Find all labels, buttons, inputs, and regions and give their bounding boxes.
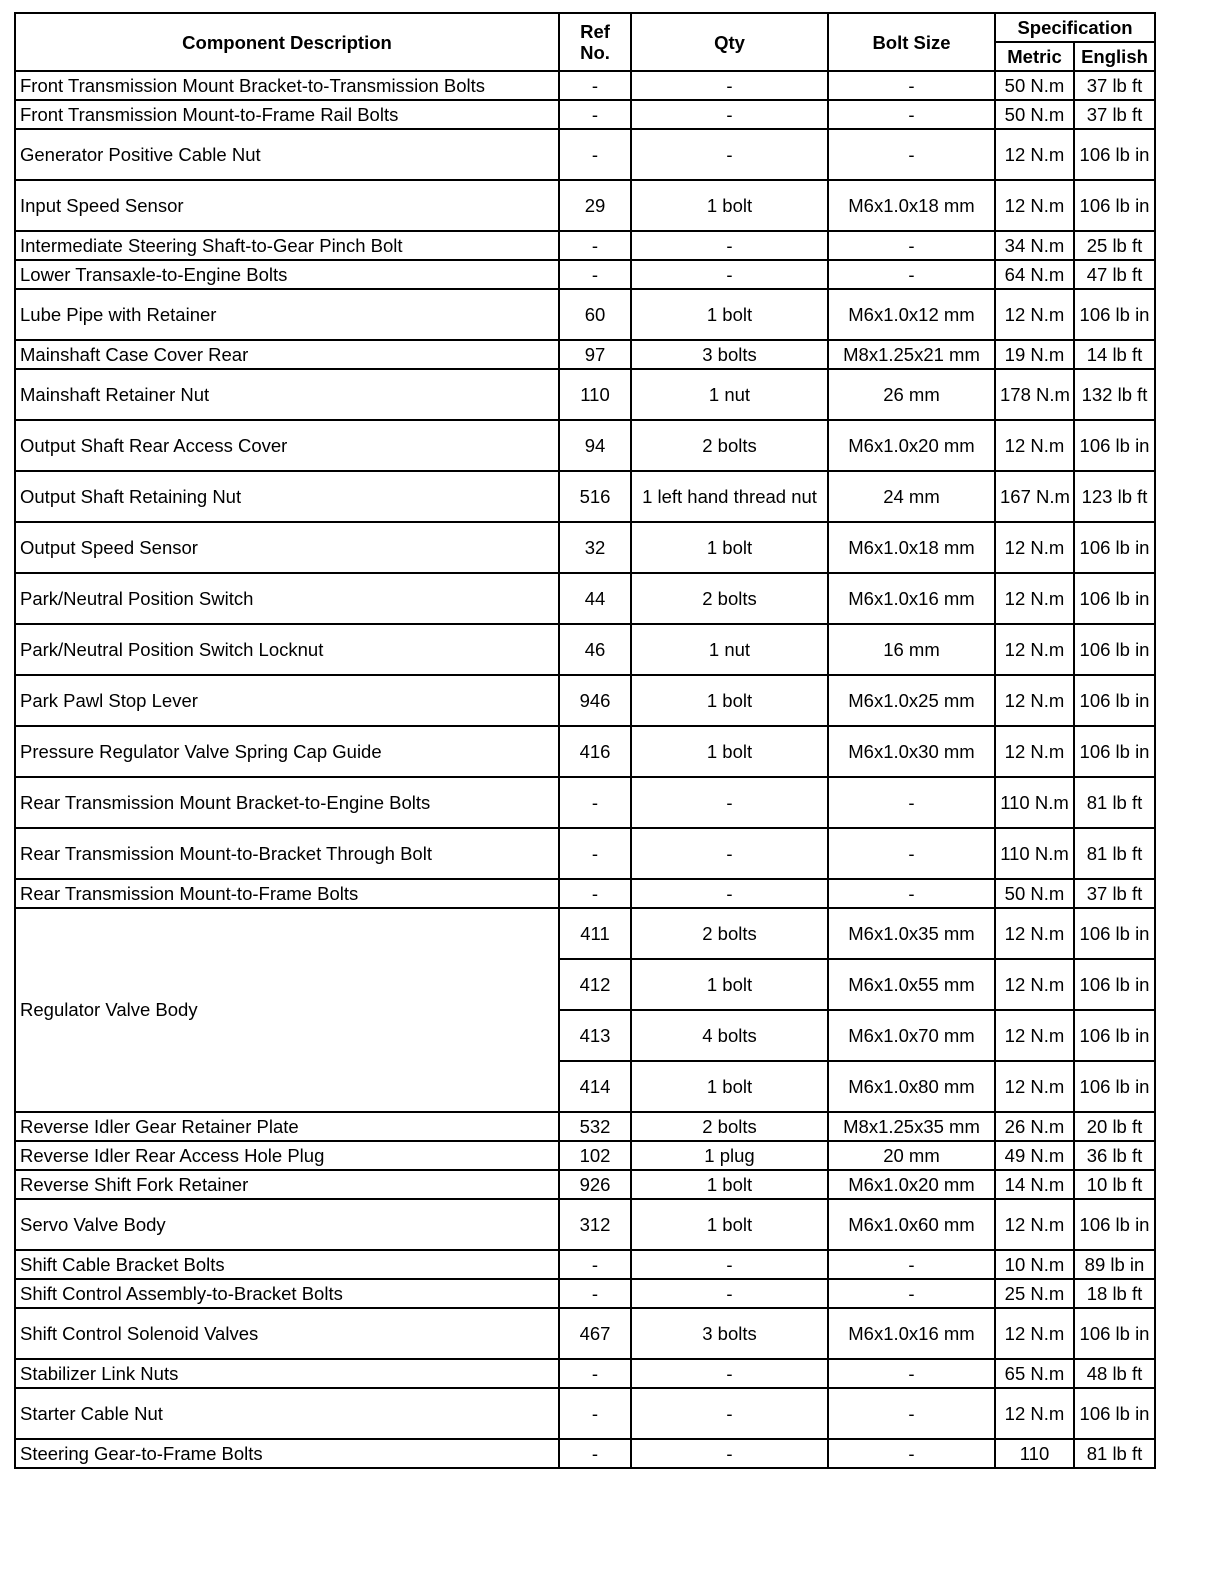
cell-english: 89 lb in xyxy=(1074,1250,1155,1279)
cell-description: Park/Neutral Position Switch Locknut xyxy=(15,624,559,675)
table-row xyxy=(15,1141,1155,1170)
cell-metric: 12 N.m xyxy=(995,959,1074,1010)
cell-metric: 12 N.m xyxy=(995,675,1074,726)
header-ref-no: Ref No. xyxy=(559,13,631,71)
cell-metric: 12 N.m xyxy=(995,573,1074,624)
cell-bolt-size: 24 mm xyxy=(828,471,995,522)
cell-english: 37 lb ft xyxy=(1074,879,1155,908)
cell-ref: 516 xyxy=(559,471,631,522)
cell-ref: - xyxy=(559,1250,631,1279)
cell-qty: 1 nut xyxy=(631,369,828,420)
cell-bolt-size: M6x1.0x16 mm xyxy=(828,1308,995,1359)
cell-qty: - xyxy=(631,1388,828,1439)
cell-english: 106 lb in xyxy=(1074,129,1155,180)
cell-qty: - xyxy=(631,777,828,828)
cell-english: 37 lb ft xyxy=(1074,71,1155,100)
cell-bolt-size: M6x1.0x25 mm xyxy=(828,675,995,726)
table-row xyxy=(15,726,1155,777)
cell-description: Mainshaft Retainer Nut xyxy=(15,369,559,420)
header-english: English xyxy=(1074,42,1155,71)
cell-description: Steering Gear-to-Frame Bolts xyxy=(15,1439,559,1468)
cell-metric: 12 N.m xyxy=(995,289,1074,340)
cell-bolt-size: - xyxy=(828,777,995,828)
cell-english: 106 lb in xyxy=(1074,1061,1155,1112)
cell-ref: 110 xyxy=(559,369,631,420)
cell-qty: 1 bolt xyxy=(631,1170,828,1199)
cell-metric: 12 N.m xyxy=(995,420,1074,471)
cell-ref: - xyxy=(559,1359,631,1388)
table-row xyxy=(15,1308,1155,1359)
cell-qty: - xyxy=(631,100,828,129)
cell-metric: 25 N.m xyxy=(995,1279,1074,1308)
cell-qty: 2 bolts xyxy=(631,573,828,624)
cell-bolt-size: 26 mm xyxy=(828,369,995,420)
cell-bolt-size: - xyxy=(828,1439,995,1468)
cell-ref: - xyxy=(559,879,631,908)
table-row xyxy=(15,369,1155,420)
cell-description: Lower Transaxle-to-Engine Bolts xyxy=(15,260,559,289)
cell-ref: - xyxy=(559,777,631,828)
cell-qty: - xyxy=(631,828,828,879)
cell-metric: 178 N.m xyxy=(995,369,1074,420)
cell-qty: - xyxy=(631,71,828,100)
cell-bolt-size: - xyxy=(828,231,995,260)
cell-english: 106 lb in xyxy=(1074,624,1155,675)
cell-bolt-size: - xyxy=(828,1359,995,1388)
table-row xyxy=(15,624,1155,675)
cell-english: 132 lb ft xyxy=(1074,369,1155,420)
cell-metric: 14 N.m xyxy=(995,1170,1074,1199)
cell-metric: 12 N.m xyxy=(995,1010,1074,1061)
header-metric: Metric xyxy=(995,42,1074,71)
cell-qty: 1 nut xyxy=(631,624,828,675)
table-row xyxy=(15,1112,1155,1141)
cell-english: 81 lb ft xyxy=(1074,828,1155,879)
cell-english: 106 lb in xyxy=(1074,420,1155,471)
cell-bolt-size: M6x1.0x70 mm xyxy=(828,1010,995,1061)
cell-english: 20 lb ft xyxy=(1074,1112,1155,1141)
table-row xyxy=(15,1199,1155,1250)
cell-metric: 10 N.m xyxy=(995,1250,1074,1279)
cell-bolt-size: M6x1.0x20 mm xyxy=(828,420,995,471)
cell-bolt-size: - xyxy=(828,129,995,180)
cell-qty: 2 bolts xyxy=(631,420,828,471)
cell-description: Rear Transmission Mount Bracket-to-Engine Bolts xyxy=(15,777,559,828)
cell-metric: 12 N.m xyxy=(995,624,1074,675)
cell-english: 106 lb in xyxy=(1074,522,1155,573)
cell-description: Front Transmission Mount-to-Frame Rail Bolts xyxy=(15,100,559,129)
cell-bolt-size: M6x1.0x30 mm xyxy=(828,726,995,777)
cell-metric: 50 N.m xyxy=(995,879,1074,908)
table-row xyxy=(15,1439,1155,1468)
cell-metric: 64 N.m xyxy=(995,260,1074,289)
table-row xyxy=(15,471,1155,522)
cell-qty: 3 bolts xyxy=(631,340,828,369)
cell-qty: - xyxy=(631,129,828,180)
cell-qty: 1 bolt xyxy=(631,1199,828,1250)
cell-ref: 411 xyxy=(559,908,631,959)
cell-english: 106 lb in xyxy=(1074,908,1155,959)
cell-english: 37 lb ft xyxy=(1074,100,1155,129)
table-row xyxy=(15,180,1155,231)
cell-qty: 1 bolt xyxy=(631,675,828,726)
cell-qty: 1 left hand thread nut xyxy=(631,471,828,522)
cell-ref: - xyxy=(559,1388,631,1439)
cell-bolt-size: M6x1.0x18 mm xyxy=(828,180,995,231)
cell-bolt-size: M8x1.25x21 mm xyxy=(828,340,995,369)
table-row xyxy=(15,777,1155,828)
cell-qty: - xyxy=(631,1439,828,1468)
cell-qty: - xyxy=(631,231,828,260)
cell-qty: 1 bolt xyxy=(631,289,828,340)
table-row xyxy=(15,340,1155,369)
cell-description: Output Shaft Retaining Nut xyxy=(15,471,559,522)
cell-description: Rear Transmission Mount-to-Bracket Through Bolt xyxy=(15,828,559,879)
cell-description: Output Shaft Rear Access Cover xyxy=(15,420,559,471)
cell-description: Output Speed Sensor xyxy=(15,522,559,573)
torque-spec-table xyxy=(14,12,1156,1469)
cell-metric: 19 N.m xyxy=(995,340,1074,369)
cell-bolt-size: - xyxy=(828,260,995,289)
cell-description: Mainshaft Case Cover Rear xyxy=(15,340,559,369)
cell-english: 106 lb in xyxy=(1074,289,1155,340)
table-row xyxy=(15,908,1155,959)
cell-metric: 110 N.m xyxy=(995,777,1074,828)
cell-bolt-size: - xyxy=(828,1388,995,1439)
table-row xyxy=(15,129,1155,180)
cell-bolt-size: M6x1.0x80 mm xyxy=(828,1061,995,1112)
cell-bolt-size: - xyxy=(828,71,995,100)
cell-bolt-size: M8x1.25x35 mm xyxy=(828,1112,995,1141)
cell-ref: 467 xyxy=(559,1308,631,1359)
cell-description: Shift Control Solenoid Valves xyxy=(15,1308,559,1359)
cell-description: Stabilizer Link Nuts xyxy=(15,1359,559,1388)
cell-english: 106 lb in xyxy=(1074,1308,1155,1359)
cell-metric: 12 N.m xyxy=(995,1199,1074,1250)
cell-bolt-size: M6x1.0x20 mm xyxy=(828,1170,995,1199)
cell-qty: 1 bolt xyxy=(631,522,828,573)
cell-description: Reverse Idler Gear Retainer Plate xyxy=(15,1112,559,1141)
cell-ref: 94 xyxy=(559,420,631,471)
cell-description: Shift Cable Bracket Bolts xyxy=(15,1250,559,1279)
cell-metric: 34 N.m xyxy=(995,231,1074,260)
table-row xyxy=(15,828,1155,879)
table-row xyxy=(15,675,1155,726)
cell-description: Front Transmission Mount Bracket-to-Transmission Bolts xyxy=(15,71,559,100)
cell-description: Input Speed Sensor xyxy=(15,180,559,231)
cell-ref: 32 xyxy=(559,522,631,573)
cell-qty: - xyxy=(631,1279,828,1308)
table-row xyxy=(15,1170,1155,1199)
cell-ref: 60 xyxy=(559,289,631,340)
cell-description: Park/Neutral Position Switch xyxy=(15,573,559,624)
cell-ref: - xyxy=(559,260,631,289)
cell-english: 106 lb in xyxy=(1074,1199,1155,1250)
cell-description: Shift Control Assembly-to-Bracket Bolts xyxy=(15,1279,559,1308)
cell-ref: 946 xyxy=(559,675,631,726)
cell-english: 106 lb in xyxy=(1074,180,1155,231)
cell-english: 18 lb ft xyxy=(1074,1279,1155,1308)
cell-english: 10 lb ft xyxy=(1074,1170,1155,1199)
header-bolt-size: Bolt Size xyxy=(828,13,995,71)
cell-metric: 12 N.m xyxy=(995,726,1074,777)
cell-qty: 1 plug xyxy=(631,1141,828,1170)
cell-qty: 1 bolt xyxy=(631,180,828,231)
cell-bolt-size: M6x1.0x16 mm xyxy=(828,573,995,624)
table-row xyxy=(15,1359,1155,1388)
cell-ref: - xyxy=(559,100,631,129)
cell-metric: 12 N.m xyxy=(995,522,1074,573)
table-row xyxy=(15,289,1155,340)
cell-ref: 414 xyxy=(559,1061,631,1112)
cell-ref: 412 xyxy=(559,959,631,1010)
header-component-description: Component Description xyxy=(15,13,559,71)
cell-ref: - xyxy=(559,1279,631,1308)
cell-description: Regulator Valve Body xyxy=(15,908,559,1112)
cell-ref: 29 xyxy=(559,180,631,231)
cell-ref: 102 xyxy=(559,1141,631,1170)
cell-metric: 50 N.m xyxy=(995,100,1074,129)
cell-ref: - xyxy=(559,231,631,260)
cell-ref: 413 xyxy=(559,1010,631,1061)
cell-bolt-size: 16 mm xyxy=(828,624,995,675)
cell-english: 123 lb ft xyxy=(1074,471,1155,522)
cell-qty: 4 bolts xyxy=(631,1010,828,1061)
table-row xyxy=(15,879,1155,908)
cell-bolt-size: - xyxy=(828,828,995,879)
cell-ref: - xyxy=(559,129,631,180)
cell-english: 47 lb ft xyxy=(1074,260,1155,289)
cell-bolt-size: M6x1.0x12 mm xyxy=(828,289,995,340)
cell-ref: 312 xyxy=(559,1199,631,1250)
cell-english: 106 lb in xyxy=(1074,726,1155,777)
cell-qty: 1 bolt xyxy=(631,959,828,1010)
cell-metric: 26 N.m xyxy=(995,1112,1074,1141)
cell-description: Park Pawl Stop Lever xyxy=(15,675,559,726)
cell-description: Reverse Shift Fork Retainer xyxy=(15,1170,559,1199)
cell-english: 48 lb ft xyxy=(1074,1359,1155,1388)
cell-metric: 12 N.m xyxy=(995,1388,1074,1439)
cell-metric: 12 N.m xyxy=(995,180,1074,231)
cell-ref: 416 xyxy=(559,726,631,777)
table-row xyxy=(15,231,1155,260)
cell-ref: 926 xyxy=(559,1170,631,1199)
cell-english: 106 lb in xyxy=(1074,959,1155,1010)
table-row xyxy=(15,100,1155,129)
cell-bolt-size: - xyxy=(828,879,995,908)
cell-ref: - xyxy=(559,828,631,879)
cell-english: 36 lb ft xyxy=(1074,1141,1155,1170)
cell-ref: 532 xyxy=(559,1112,631,1141)
table-row xyxy=(15,420,1155,471)
cell-english: 106 lb in xyxy=(1074,1010,1155,1061)
cell-description: Reverse Idler Rear Access Hole Plug xyxy=(15,1141,559,1170)
table-row xyxy=(15,1279,1155,1308)
cell-qty: 1 bolt xyxy=(631,726,828,777)
cell-ref: 44 xyxy=(559,573,631,624)
cell-ref: 46 xyxy=(559,624,631,675)
cell-qty: - xyxy=(631,1359,828,1388)
cell-english: 106 lb in xyxy=(1074,1388,1155,1439)
cell-metric: 110 xyxy=(995,1439,1074,1468)
cell-description: Intermediate Steering Shaft-to-Gear Pinch Bolt xyxy=(15,231,559,260)
cell-qty: - xyxy=(631,1250,828,1279)
cell-metric: 49 N.m xyxy=(995,1141,1074,1170)
cell-english: 14 lb ft xyxy=(1074,340,1155,369)
cell-metric: 167 N.m xyxy=(995,471,1074,522)
cell-description: Pressure Regulator Valve Spring Cap Guide xyxy=(15,726,559,777)
cell-qty: 3 bolts xyxy=(631,1308,828,1359)
cell-qty: 1 bolt xyxy=(631,1061,828,1112)
header-qty: Qty xyxy=(631,13,828,71)
cell-metric: 50 N.m xyxy=(995,71,1074,100)
cell-bolt-size: - xyxy=(828,100,995,129)
cell-bolt-size: - xyxy=(828,1279,995,1308)
cell-english: 81 lb ft xyxy=(1074,1439,1155,1468)
table-row xyxy=(15,573,1155,624)
cell-qty: 2 bolts xyxy=(631,1112,828,1141)
cell-bolt-size: - xyxy=(828,1250,995,1279)
cell-ref: - xyxy=(559,1439,631,1468)
cell-metric: 12 N.m xyxy=(995,129,1074,180)
table-row xyxy=(15,71,1155,100)
cell-bolt-size: 20 mm xyxy=(828,1141,995,1170)
cell-qty: 2 bolts xyxy=(631,908,828,959)
cell-qty: - xyxy=(631,879,828,908)
cell-ref: - xyxy=(559,71,631,100)
cell-description: Generator Positive Cable Nut xyxy=(15,129,559,180)
cell-english: 81 lb ft xyxy=(1074,777,1155,828)
cell-english: 106 lb in xyxy=(1074,573,1155,624)
cell-metric: 12 N.m xyxy=(995,1308,1074,1359)
cell-metric: 110 N.m xyxy=(995,828,1074,879)
cell-english: 25 lb ft xyxy=(1074,231,1155,260)
table-row xyxy=(15,260,1155,289)
cell-qty: - xyxy=(631,260,828,289)
table-row xyxy=(15,1250,1155,1279)
cell-english: 106 lb in xyxy=(1074,675,1155,726)
cell-metric: 12 N.m xyxy=(995,1061,1074,1112)
cell-metric: 12 N.m xyxy=(995,908,1074,959)
cell-bolt-size: M6x1.0x18 mm xyxy=(828,522,995,573)
cell-description: Lube Pipe with Retainer xyxy=(15,289,559,340)
cell-ref: 97 xyxy=(559,340,631,369)
cell-description: Starter Cable Nut xyxy=(15,1388,559,1439)
cell-bolt-size: M6x1.0x35 mm xyxy=(828,908,995,959)
cell-metric: 65 N.m xyxy=(995,1359,1074,1388)
cell-description: Rear Transmission Mount-to-Frame Bolts xyxy=(15,879,559,908)
cell-bolt-size: M6x1.0x55 mm xyxy=(828,959,995,1010)
header-specification: Specification xyxy=(995,13,1155,42)
cell-description: Servo Valve Body xyxy=(15,1199,559,1250)
table-row xyxy=(15,522,1155,573)
table-row xyxy=(15,1388,1155,1439)
cell-bolt-size: M6x1.0x60 mm xyxy=(828,1199,995,1250)
